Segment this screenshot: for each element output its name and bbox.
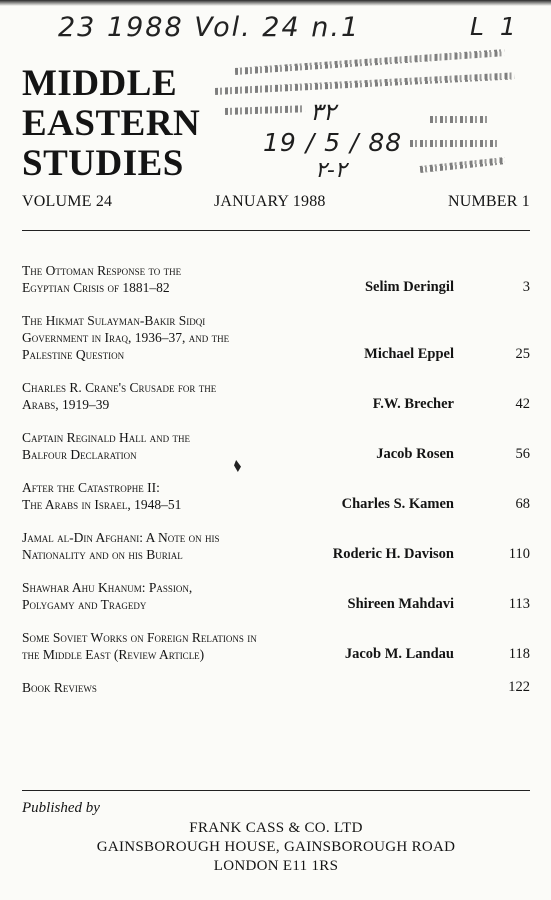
toc-entry-page: 56 [515, 446, 530, 462]
toc-entry-page: 118 [508, 646, 530, 662]
toc-entry-author: Shireen Mahdavi [347, 596, 454, 612]
divider-top [22, 230, 530, 231]
toc-entry-title-line: After the Catastrophe II: [22, 480, 160, 495]
toc-entry-title [22, 429, 332, 463]
published-by-label: Published by [22, 800, 100, 816]
toc-entry-title [22, 262, 332, 296]
toc-entry-title [22, 379, 332, 413]
toc-entry-page: 68 [515, 496, 530, 512]
toc-entry-page: 113 [508, 596, 530, 612]
journal-title-line: EASTERN [22, 103, 201, 144]
handwritten-catalog-note: 23 1988 Vol. 24 n.1 [58, 12, 361, 43]
toc-entry-title-line: Charles R. Crane's Crusade for the [22, 380, 217, 395]
publisher-address: GAINSBOROUGH HOUSE, GAINSBOROUGH ROAD [96, 839, 456, 855]
toc-entry-page: 3 [522, 279, 530, 295]
toc-entry [22, 529, 530, 563]
toc-entry [22, 262, 530, 296]
toc-entry-title-line: Nationality and on his Burial [22, 547, 183, 562]
toc-entry-author: Michael Eppel [364, 346, 454, 362]
table-of-contents [22, 262, 530, 696]
toc-entry [22, 579, 530, 613]
divider-bottom [22, 790, 530, 791]
issue-date: JANUARY 1988 [214, 193, 326, 210]
toc-entry-title-line: Arabs, 1919–39 [22, 397, 110, 412]
toc-entry-title-line: The Ottoman Response to the [22, 263, 182, 278]
scan-edge [0, 0, 551, 6]
toc-entry-title-line: Captain Reginald Hall and the [22, 430, 191, 445]
issue-number: NUMBER 1 [447, 193, 530, 210]
publisher-name: FRANK CASS & CO. LTD [189, 820, 363, 836]
toc-entry-page: 110 [508, 546, 530, 562]
toc-entry-title-line: The Hikmat Sulayman-Bakir Sidqi [22, 313, 206, 328]
publisher-block [22, 800, 530, 876]
stamp-text-line [235, 49, 505, 75]
toc-entry [22, 679, 530, 696]
stamp-date: 19 / 5 / 88 [263, 128, 403, 157]
toc-entry-title-line: Jamal al-Din Afghani: A Note on his [22, 530, 220, 545]
toc-entry-title-line: Polygamy and Tragedy [22, 597, 147, 612]
stamp-text-line [215, 72, 515, 95]
toc-entry-title-line: Shawhar Ahu Khanum: Passion, [22, 580, 193, 595]
toc-entry-title [22, 579, 332, 613]
toc-entry-title [22, 479, 332, 513]
stamp-text-line [225, 105, 305, 115]
journal-title-line: MIDDLE [22, 63, 178, 104]
stamp-text-line [430, 116, 490, 123]
publisher-city: LONDON E11 1RS [213, 858, 339, 874]
toc-entry-title-line: Book Reviews [22, 680, 97, 695]
toc-entry-title-line: Palestine Question [22, 347, 125, 362]
toc-entry-author: Selim Deringil [364, 279, 454, 295]
toc-entry-title-line: Egyptian Crisis of 1881–82 [22, 280, 170, 295]
toc-entry-title [22, 679, 332, 696]
toc-entry-title [22, 529, 332, 563]
toc-entry-page: 122 [508, 679, 530, 695]
toc-entry-author: Charles S. Kamen [341, 496, 454, 512]
toc-entry-page: 25 [515, 346, 530, 362]
journal-title-line: STUDIES [22, 143, 184, 184]
stamp-text-line [420, 157, 505, 173]
stamp-registration-number: ٣٢ [310, 98, 336, 126]
toc-entry-title-line: The Arabs in Israel, 1948–51 [22, 497, 182, 512]
toc-entry-title-line: Some Soviet Works on Foreign Relations in [22, 630, 257, 645]
toc-entry-author: Jacob M. Landau [344, 646, 454, 662]
stamp-text-line [410, 140, 500, 147]
toc-entry [22, 312, 530, 363]
toc-entry-title [22, 629, 382, 663]
handwritten-shelf-mark: L 1 [470, 12, 520, 41]
library-stamp [215, 58, 520, 188]
toc-entry-title-line: Balfour Declaration [22, 447, 137, 462]
toc-entry-title-line: Government in Iraq, 1936–37, and the [22, 330, 230, 345]
stamp-handwritten-number: ٢-٢ [315, 158, 347, 183]
volume-label: VOLUME 24 [22, 193, 113, 210]
toc-entry-title-line: the Middle East (Review Article) [22, 647, 205, 662]
journal-title [22, 64, 200, 184]
toc-entry [22, 379, 530, 413]
toc-entry [22, 479, 530, 513]
toc-entry [22, 429, 530, 463]
toc-entry-author: F.W. Brecher [372, 396, 454, 412]
toc-entry-page: 42 [515, 396, 530, 412]
toc-entry-author: Jacob Rosen [376, 446, 454, 462]
toc-entry-title [22, 312, 332, 363]
toc-entry [22, 629, 530, 663]
toc-entry-author: Roderic H. Davison [332, 546, 454, 562]
